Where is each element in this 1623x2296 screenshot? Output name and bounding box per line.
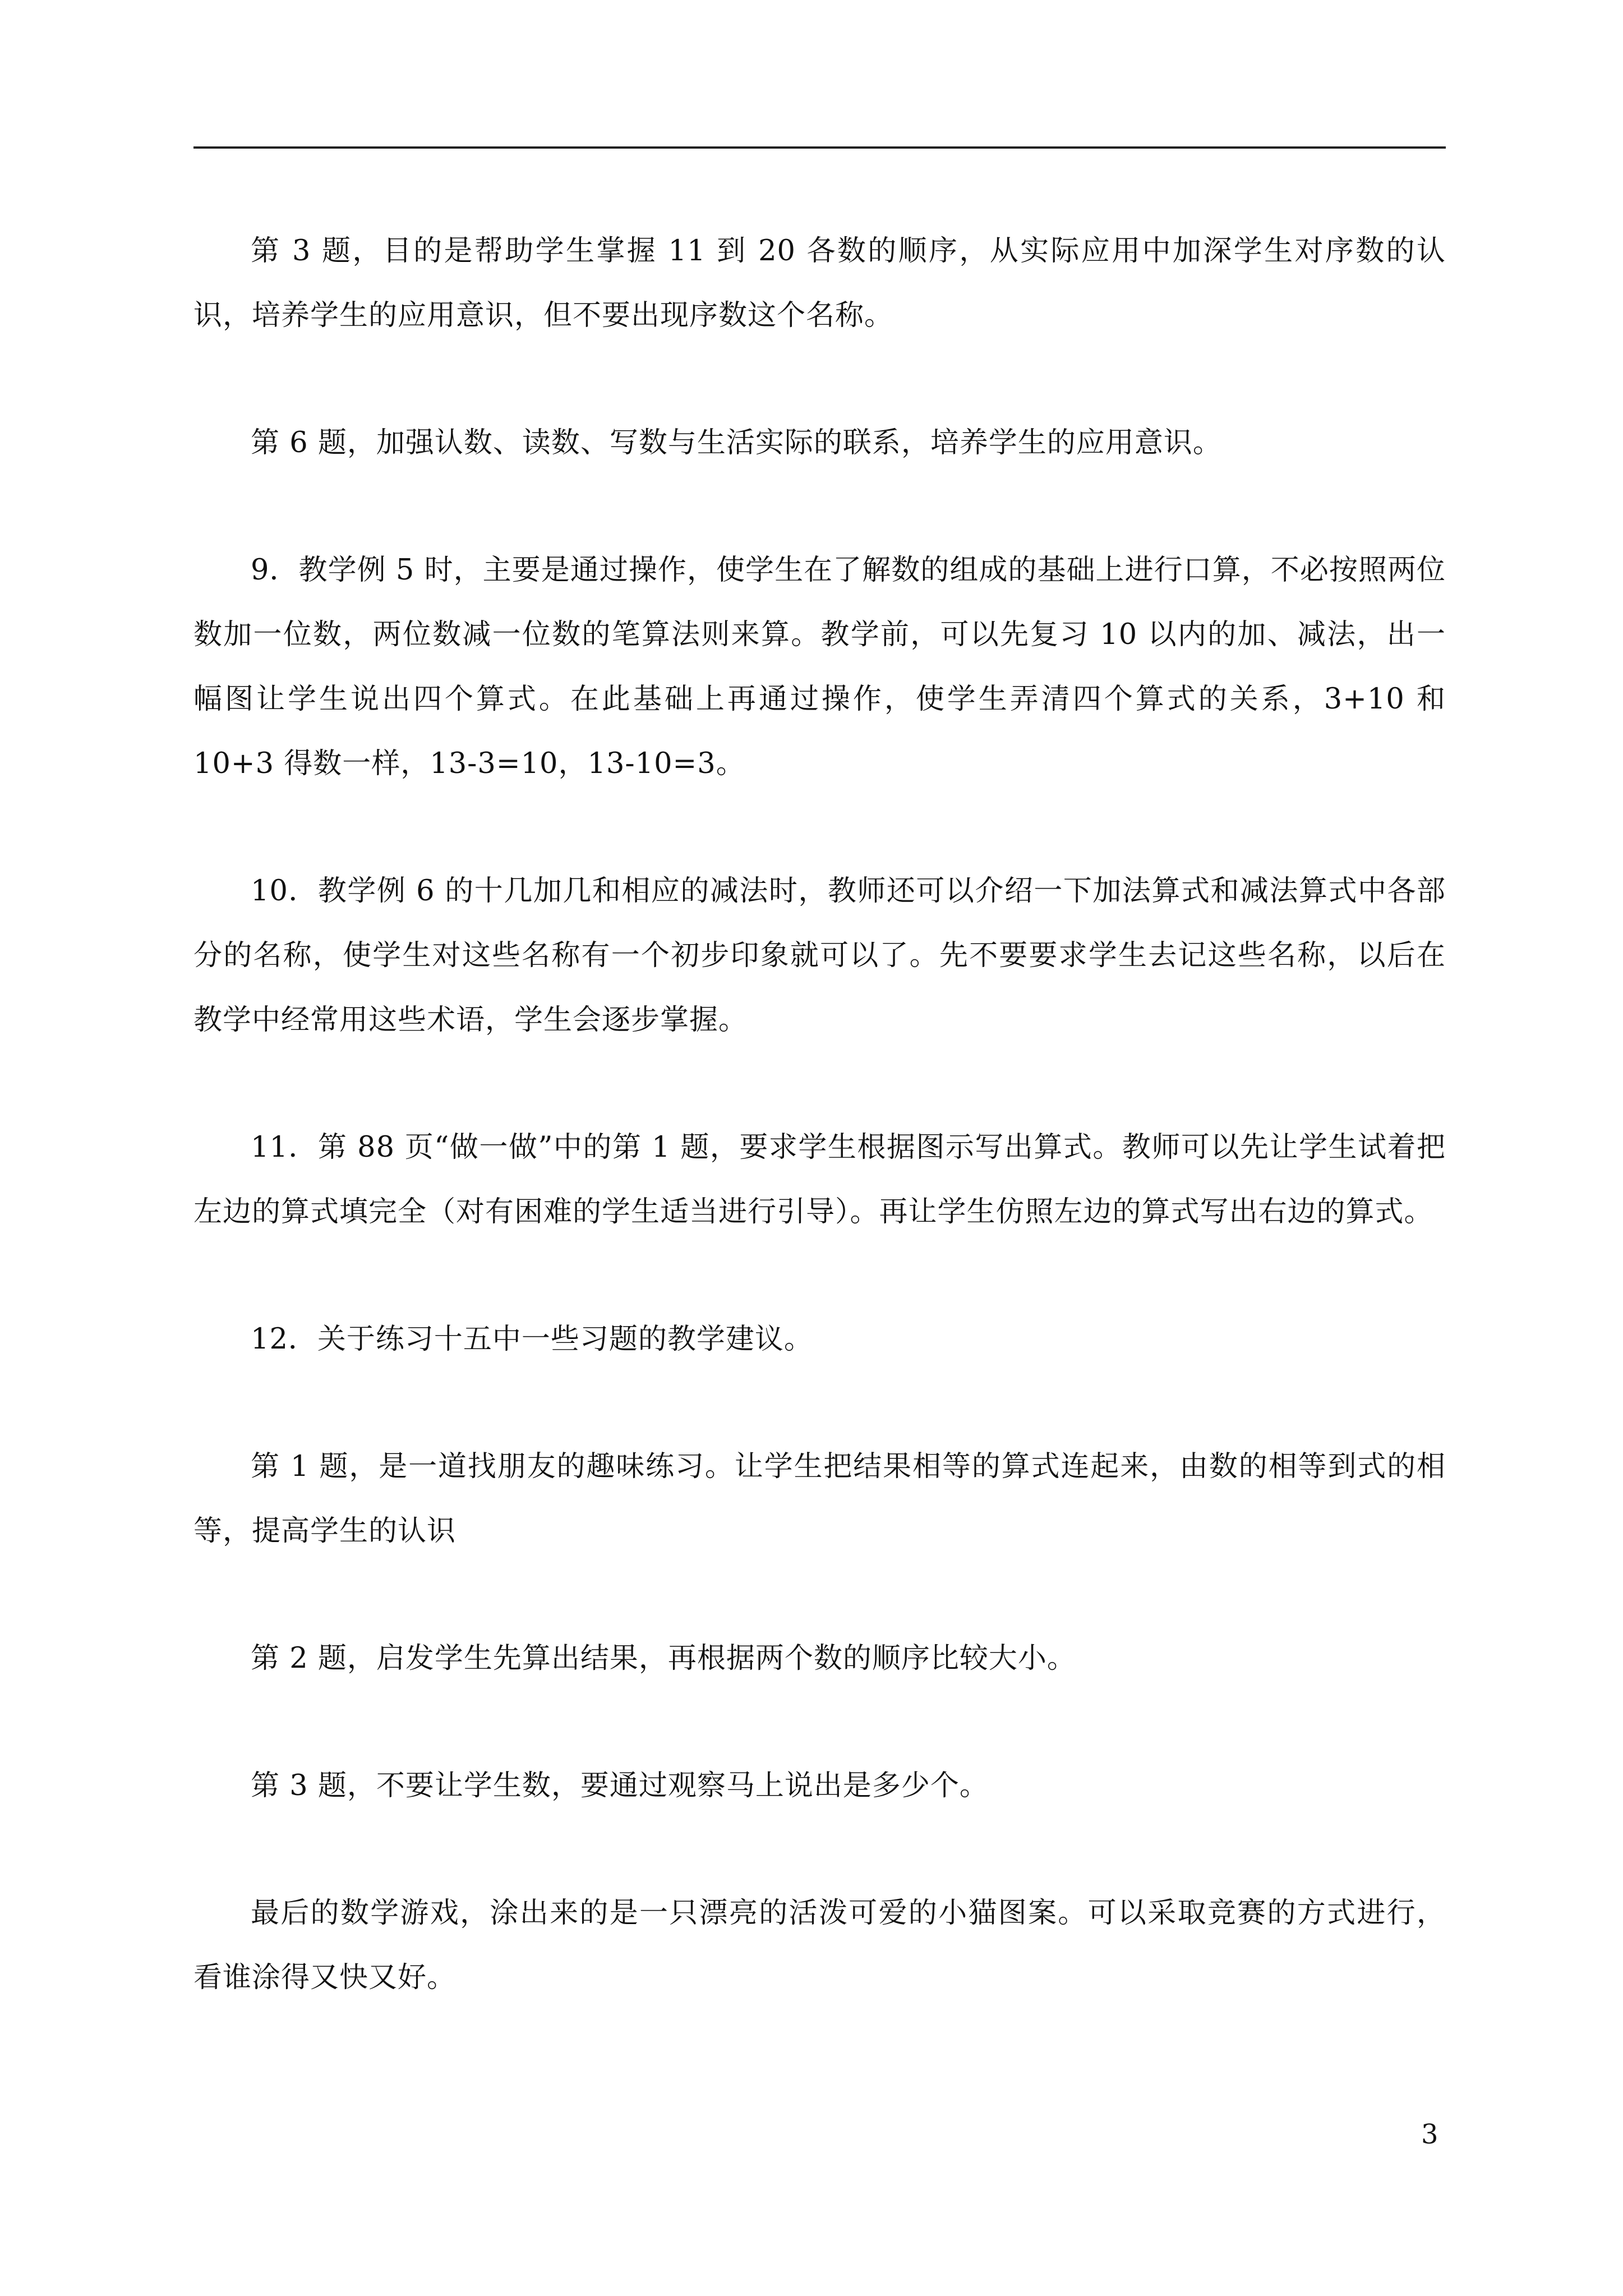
paragraph-item-9: 9．教学例 5 时，主要是通过操作，使学生在了解数的组成的基础上进行口算，不必按照两位数加一位数，两位数减一位数的笔算法则来算。教学前，可以先复习 10 以内的加、减法，出一幅图让学生说出四个算式。在此基础上再通过操作，使学生弄清四个算式的关系，3+10 和 10+3 得数一样，13-3=10，13-10=3。	[193, 554, 1446, 780]
document-body	[193, 219, 1446, 2073]
paragraph-problem-6: 第 6 题，加强认数、读数、写数与生活实际的联系，培养学生的应用意识。	[251, 426, 1222, 459]
paragraph-item-10: 10．教学例 6 的十几加几和相应的减法时，教师还可以介绍一下加法算式和减法算式中各部分的名称，使学生对这些名称有一个初步印象就可以了。先不要要求学生去记这些名称，以后在教学中经常用这些术语，学生会逐步掌握。	[193, 875, 1446, 1037]
paragraph-exercise-2: 第 2 题，启发学生先算出结果，再根据两个数的顺序比较大小。	[251, 1642, 1076, 1675]
paragraph-item-12: 12．关于练习十五中一些习题的教学建议。	[251, 1323, 813, 1356]
page-number: 3	[1421, 2119, 1438, 2150]
paragraph-item-11: 11．第 88 页“做一做”中的第 1 题，要求学生根据图示写出算式。教师可以先让学生试着把左边的算式填完全（对有困难的学生适当进行引导）。再让学生仿照左边的算式写出右边的算式。	[193, 1131, 1446, 1228]
paragraph-exercise-1: 第 1 题，是一道找朋友的趣味练习。让学生把结果相等的算式连起来，由数的相等到式的相等，提高学生的认识	[193, 1450, 1446, 1548]
paragraph-math-game: 最后的数学游戏，涂出来的是一只漂亮的活泼可爱的小猫图案。可以采取竞赛的方式进行，看谁涂得又快又好。	[193, 1897, 1446, 1994]
header-rule	[193, 146, 1446, 149]
paragraph-exercise-3: 第 3 题，不要让学生数，要通过观察马上说出是多少个。	[251, 1769, 989, 1802]
paragraph-problem-3: 第 3 题，目的是帮助学生掌握 11 到 20 各数的顺序，从实际应用中加深学生对序数的认识，培养学生的应用意识，但不要出现序数这个名称。	[193, 234, 1446, 332]
